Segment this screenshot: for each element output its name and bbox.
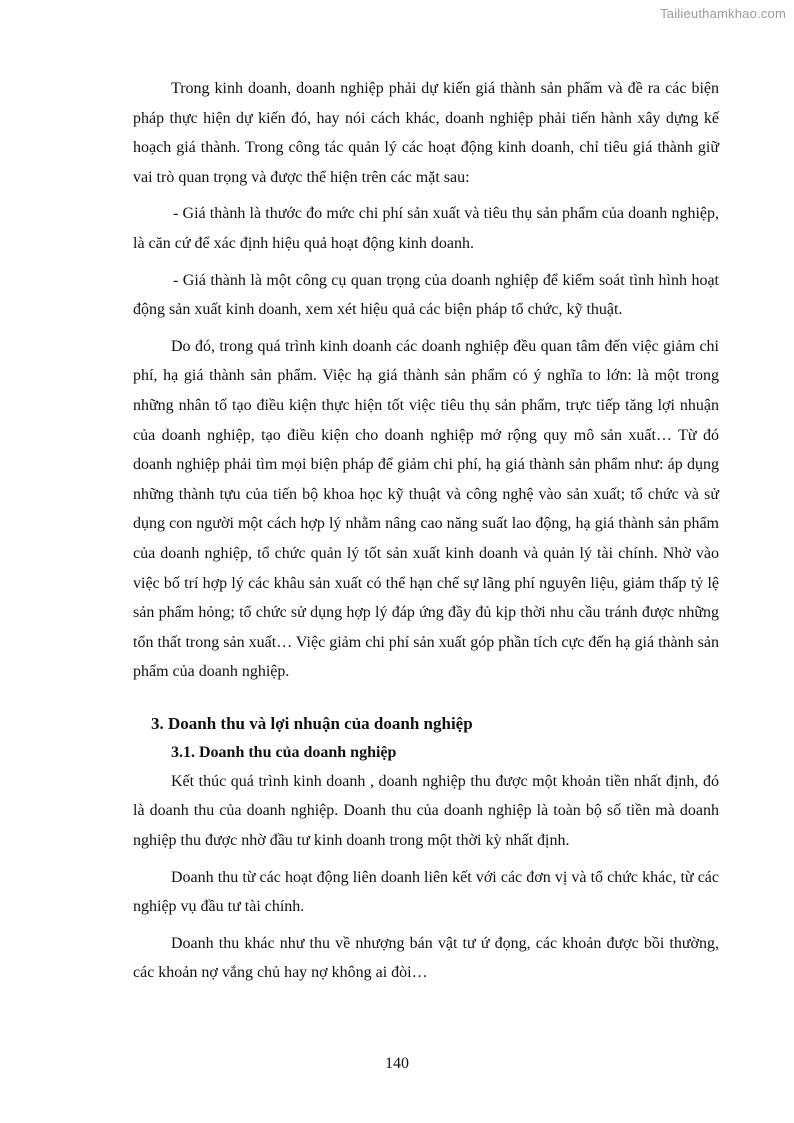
subsection-heading: 3.1. Doanh thu của doanh nghiệp <box>171 743 397 761</box>
paragraph-revenue-joint-venture: Doanh thu từ các hoạt động liên doanh liên kết với các đơn vị và tổ chức khác, từ các nghiệp vụ đầu tư tài chính. <box>133 868 719 916</box>
section-heading: 3. Doanh thu và lợi nhuận của doanh nghiệp <box>151 713 473 733</box>
paragraph-revenue-other: Doanh thu khác như thu về nhượng bán vật tư ứ đọng, các khoản được bồi thường, các khoản nợ vắng chủ hay nợ không ai đòi… <box>133 934 719 982</box>
bullet-cost-control-tool: - Giá thành là một công cụ quan trọng của doanh nghiệp để kiểm soát tình hình hoạt động sản xuất kinh doanh, xem xét hiệu quả các biện pháp tổ chức, kỹ thuật. <box>133 271 719 319</box>
page-number: 140 <box>385 1055 409 1072</box>
paragraph-cost-planning: Trong kinh doanh, doanh nghiệp phải dự kiến giá thành sản phẩm và đề ra các biện pháp thực hiện dự kiến đó, hay nói cách khác, doanh nghiệp phải tiến hành xây dựng kế hoạch giá thành. Trong công tác quản lý các hoạt động kinh doanh, chỉ tiêu giá thành giữ vai trò quan trọng và được thể hiện trên các mặt sau: <box>133 80 719 186</box>
watermark: Tailieuthamkhao.com <box>660 6 786 21</box>
paragraph-cost-reduction: Do đó, trong quá trình kinh doanh các doanh nghiệp đều quan tâm đến việc giảm chi phí, hạ giá thành sản phẩm. Việc hạ giá thành sản phẩm có ý nghĩa to lớn: là một trong những nhân tố tạo điều kiện thực hiện tốt việc tiêu thụ sản phẩm, trực tiếp tăng lợi nhuận của doanh nghiệp, tạo điều kiện cho doanh nghiệp mở rộng quy mô sản xuất… Từ đó doanh nghiệp phải tìm mọi biện pháp để giảm chi phí, hạ giá thành sản phẩm như: áp dụng những thành tựu của tiến bộ khoa học kỹ thuật và công nghệ vào sản xuất; tổ chức và sử dụng con người một cách hợp lý nhằm nâng cao năng suất lao động, hạ giá thành sản phẩm của doanh nghiệp, tổ chức quản lý tốt sản xuất kinh doanh và quản lý tài chính. Nhờ vào việc bố trí hợp lý các khâu sản xuất có thể hạn chế sự lãng phí nguyên liệu, giảm thấp tỷ lệ sản phẩm hỏng; tổ chức sử dụng hợp lý đáp ứng đầy đủ kịp thời nhu cầu tránh được những tổn thất trong sản xuất… Việc giảm chi phí sản xuất góp phần tích cực đến hạ giá thành sản phẩm của doanh nghiệp. <box>133 337 719 681</box>
bullet-cost-measure: - Giá thành là thước đo mức chi phí sản xuất và tiêu thụ sản phẩm của doanh nghiệp, là căn cứ để xác định hiệu quả hoạt động kinh doanh. <box>133 205 719 252</box>
page-body <box>133 74 719 995</box>
paragraph-revenue-definition: Kết thúc quá trình kinh doanh , doanh nghiệp thu được một khoản tiền nhất định, đó là doanh thu của doanh nghiệp. Doanh thu của doanh nghiệp là toàn bộ số tiền mà doanh nghiệp thu được nhờ đầu tư kinh doanh trong một thời kỳ nhất định. <box>133 772 719 850</box>
